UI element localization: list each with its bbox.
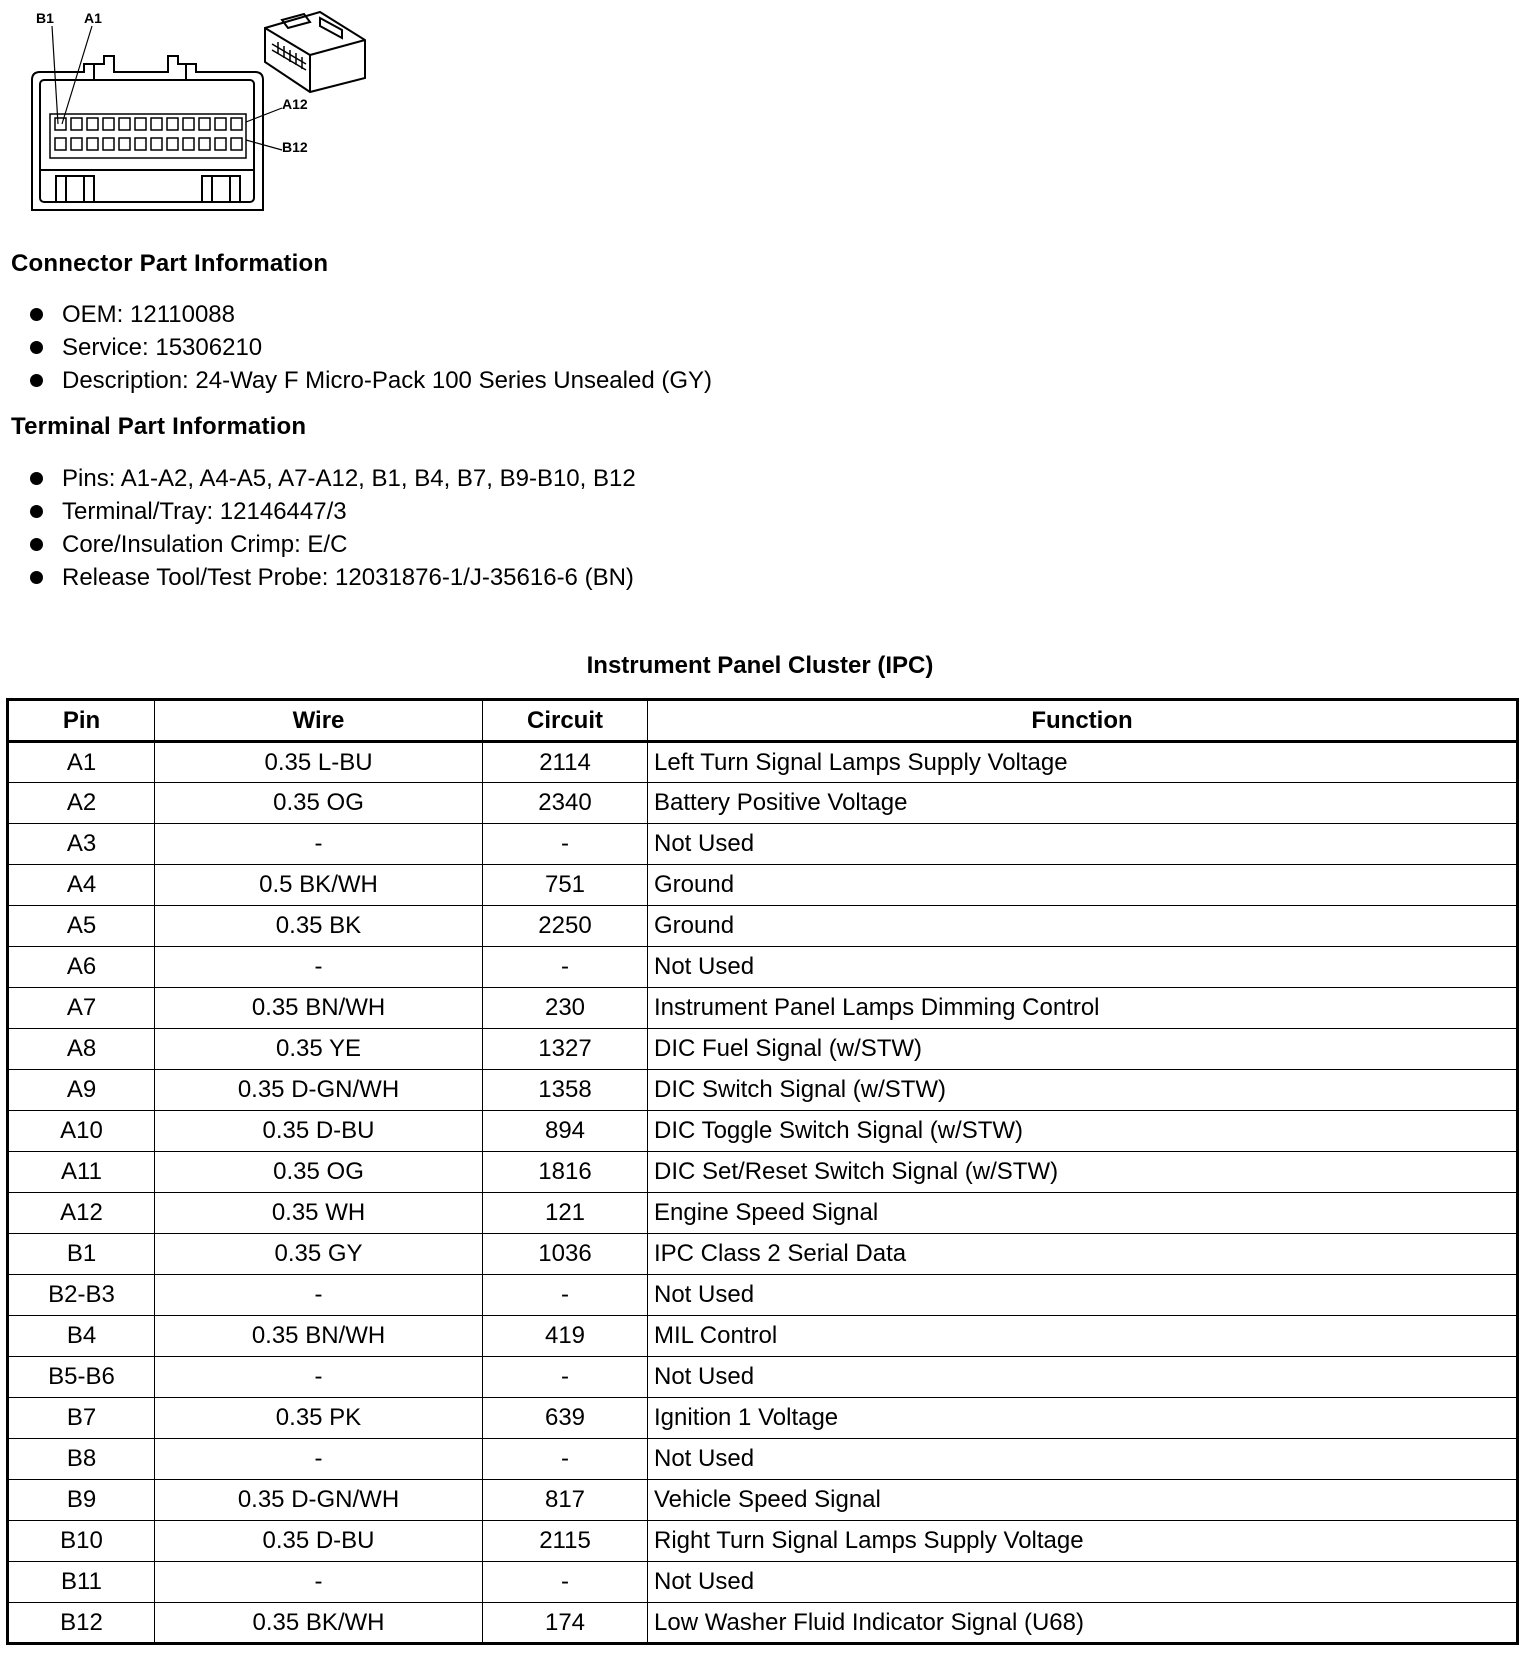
- cell-circuit: -: [483, 1357, 648, 1398]
- cell-function: Ignition 1 Voltage: [648, 1398, 1518, 1439]
- cell-pin: B11: [8, 1562, 155, 1603]
- table-row: [8, 1152, 1518, 1193]
- list-item: [30, 495, 636, 528]
- cell-circuit: -: [483, 824, 648, 865]
- cell-circuit: -: [483, 1562, 648, 1603]
- cell-function: MIL Control: [648, 1316, 1518, 1357]
- cell-wire: -: [155, 1439, 483, 1480]
- cell-wire: -: [155, 1357, 483, 1398]
- cell-wire: 0.35 D-GN/WH: [155, 1070, 483, 1111]
- pinout-table: [6, 698, 1519, 1645]
- cell-function: Vehicle Speed Signal: [648, 1480, 1518, 1521]
- cell-pin: B4: [8, 1316, 155, 1357]
- header-circuit: Circuit: [483, 700, 648, 742]
- cell-circuit: 894: [483, 1111, 648, 1152]
- table-row: [8, 1398, 1518, 1439]
- cell-pin: A12: [8, 1193, 155, 1234]
- table-row: [8, 1480, 1518, 1521]
- list-item-text: Release Tool/Test Probe: 12031876-1/J-35616-6 (BN): [62, 564, 634, 591]
- terminal-part-list: [30, 462, 636, 594]
- table-row: [8, 1316, 1518, 1357]
- header-function: Function: [648, 700, 1518, 742]
- cell-circuit: 174: [483, 1603, 648, 1644]
- table-header-row: [8, 700, 1518, 742]
- cell-circuit: 1036: [483, 1234, 648, 1275]
- cell-circuit: 2340: [483, 783, 648, 824]
- cell-wire: 0.35 PK: [155, 1398, 483, 1439]
- cell-function: Engine Speed Signal: [648, 1193, 1518, 1234]
- bullet-icon: [30, 308, 43, 321]
- cell-function: Right Turn Signal Lamps Supply Voltage: [648, 1521, 1518, 1562]
- cell-pin: A6: [8, 947, 155, 988]
- list-item-text: Description: 24-Way F Micro-Pack 100 Series Unsealed (GY): [62, 367, 712, 394]
- callout-a1: A1: [84, 10, 102, 26]
- connector-part-heading: Connector Part Information: [11, 250, 329, 277]
- cell-pin: A1: [8, 742, 155, 783]
- cell-circuit: -: [483, 947, 648, 988]
- cell-function: DIC Set/Reset Switch Signal (w/STW): [648, 1152, 1518, 1193]
- cell-wire: -: [155, 1275, 483, 1316]
- cell-wire: 0.35 GY: [155, 1234, 483, 1275]
- table-title: Instrument Panel Cluster (IPC): [586, 652, 934, 679]
- table-row: [8, 947, 1518, 988]
- cell-function: Not Used: [648, 1275, 1518, 1316]
- cell-wire: 0.35 BK: [155, 906, 483, 947]
- cell-pin: B7: [8, 1398, 155, 1439]
- cell-wire: -: [155, 824, 483, 865]
- cell-function: Not Used: [648, 947, 1518, 988]
- cell-pin: B10: [8, 1521, 155, 1562]
- list-item-text: Service: 15306210: [62, 334, 263, 361]
- callout-b1: B1: [36, 10, 54, 26]
- bullet-icon: [30, 571, 43, 584]
- cell-pin: A11: [8, 1152, 155, 1193]
- list-item: [30, 528, 636, 561]
- cell-circuit: 817: [483, 1480, 648, 1521]
- cell-circuit: 230: [483, 988, 648, 1029]
- table-row: [8, 1521, 1518, 1562]
- list-item-text: Pins: A1-A2, A4-A5, A7-A12, B1, B4, B7, B9-B10, B12: [62, 465, 636, 492]
- cell-wire: 0.5 BK/WH: [155, 865, 483, 906]
- cell-circuit: -: [483, 1439, 648, 1480]
- header-wire: Wire: [155, 700, 483, 742]
- cell-function: Low Washer Fluid Indicator Signal (U68): [648, 1603, 1518, 1644]
- header-pin: Pin: [8, 700, 155, 742]
- list-item-text: Core/Insulation Crimp: E/C: [62, 531, 348, 558]
- cell-function: IPC Class 2 Serial Data: [648, 1234, 1518, 1275]
- cell-pin: A5: [8, 906, 155, 947]
- cell-pin: B12: [8, 1603, 155, 1644]
- cell-wire: -: [155, 947, 483, 988]
- cell-function: DIC Toggle Switch Signal (w/STW): [648, 1111, 1518, 1152]
- cell-pin: A3: [8, 824, 155, 865]
- cell-wire: 0.35 OG: [155, 1152, 483, 1193]
- cell-function: Battery Positive Voltage: [648, 783, 1518, 824]
- cell-function: DIC Fuel Signal (w/STW): [648, 1029, 1518, 1070]
- cell-function: Ground: [648, 906, 1518, 947]
- cell-wire: 0.35 D-GN/WH: [155, 1480, 483, 1521]
- table-row: [8, 1275, 1518, 1316]
- table-row: [8, 1234, 1518, 1275]
- list-item-text: Terminal/Tray: 12146447/3: [62, 498, 347, 525]
- list-item: [30, 561, 636, 594]
- list-item: [30, 298, 712, 331]
- cell-circuit: 2250: [483, 906, 648, 947]
- cell-pin: B1: [8, 1234, 155, 1275]
- table-row: [8, 1603, 1518, 1644]
- cell-wire: -: [155, 1562, 483, 1603]
- cell-wire: 0.35 D-BU: [155, 1521, 483, 1562]
- table-row: [8, 1029, 1518, 1070]
- table-row: [8, 865, 1518, 906]
- cell-function: DIC Switch Signal (w/STW): [648, 1070, 1518, 1111]
- list-item: [30, 462, 636, 495]
- cell-pin: B8: [8, 1439, 155, 1480]
- cell-pin: B5-B6: [8, 1357, 155, 1398]
- cell-circuit: 639: [483, 1398, 648, 1439]
- cell-function: Not Used: [648, 1439, 1518, 1480]
- table-row: [8, 988, 1518, 1029]
- cell-function: Not Used: [648, 1562, 1518, 1603]
- table-row: [8, 906, 1518, 947]
- cell-circuit: 419: [483, 1316, 648, 1357]
- bullet-icon: [30, 538, 43, 551]
- cell-wire: 0.35 OG: [155, 783, 483, 824]
- cell-pin: A2: [8, 783, 155, 824]
- cell-pin: B9: [8, 1480, 155, 1521]
- cell-wire: 0.35 WH: [155, 1193, 483, 1234]
- table-row: [8, 1357, 1518, 1398]
- table-row: [8, 783, 1518, 824]
- cell-circuit: 2115: [483, 1521, 648, 1562]
- cell-function: Left Turn Signal Lamps Supply Voltage: [648, 742, 1518, 783]
- cell-function: Not Used: [648, 824, 1518, 865]
- connector-part-list: [30, 298, 712, 397]
- cell-pin: B2-B3: [8, 1275, 155, 1316]
- bullet-icon: [30, 472, 43, 485]
- cell-circuit: 751: [483, 865, 648, 906]
- cell-function: Ground: [648, 865, 1518, 906]
- cell-wire: 0.35 D-BU: [155, 1111, 483, 1152]
- cell-pin: A4: [8, 865, 155, 906]
- bullet-icon: [30, 374, 43, 387]
- cell-wire: 0.35 BN/WH: [155, 988, 483, 1029]
- callout-a12: A12: [282, 96, 308, 112]
- terminal-part-heading: Terminal Part Information: [11, 413, 307, 440]
- cell-pin: A7: [8, 988, 155, 1029]
- cell-pin: A10: [8, 1111, 155, 1152]
- table-row: [8, 1439, 1518, 1480]
- table-row: [8, 824, 1518, 865]
- cell-circuit: 1327: [483, 1029, 648, 1070]
- table-row: [8, 1193, 1518, 1234]
- cell-wire: 0.35 YE: [155, 1029, 483, 1070]
- table-row: [8, 742, 1518, 783]
- connector-face: [32, 56, 263, 210]
- table-row: [8, 1111, 1518, 1152]
- cell-circuit: 1358: [483, 1070, 648, 1111]
- cell-wire: 0.35 L-BU: [155, 742, 483, 783]
- cell-function: Not Used: [648, 1357, 1518, 1398]
- cell-pin: A8: [8, 1029, 155, 1070]
- cell-circuit: 2114: [483, 742, 648, 783]
- cell-circuit: 121: [483, 1193, 648, 1234]
- table-row: [8, 1070, 1518, 1111]
- cell-circuit: -: [483, 1275, 648, 1316]
- list-item: [30, 364, 712, 397]
- callout-b12: B12: [282, 139, 308, 155]
- connector-isometric-sketch: [265, 12, 365, 92]
- cell-circuit: 1816: [483, 1152, 648, 1193]
- bullet-icon: [30, 341, 43, 354]
- cell-wire: 0.35 BN/WH: [155, 1316, 483, 1357]
- list-item-text: OEM: 12110088: [62, 301, 236, 328]
- table-row: [8, 1562, 1518, 1603]
- connector-diagram: [20, 0, 380, 225]
- cell-pin: A9: [8, 1070, 155, 1111]
- cell-wire: 0.35 BK/WH: [155, 1603, 483, 1644]
- cell-function: Instrument Panel Lamps Dimming Control: [648, 988, 1518, 1029]
- bullet-icon: [30, 505, 43, 518]
- list-item: [30, 331, 712, 364]
